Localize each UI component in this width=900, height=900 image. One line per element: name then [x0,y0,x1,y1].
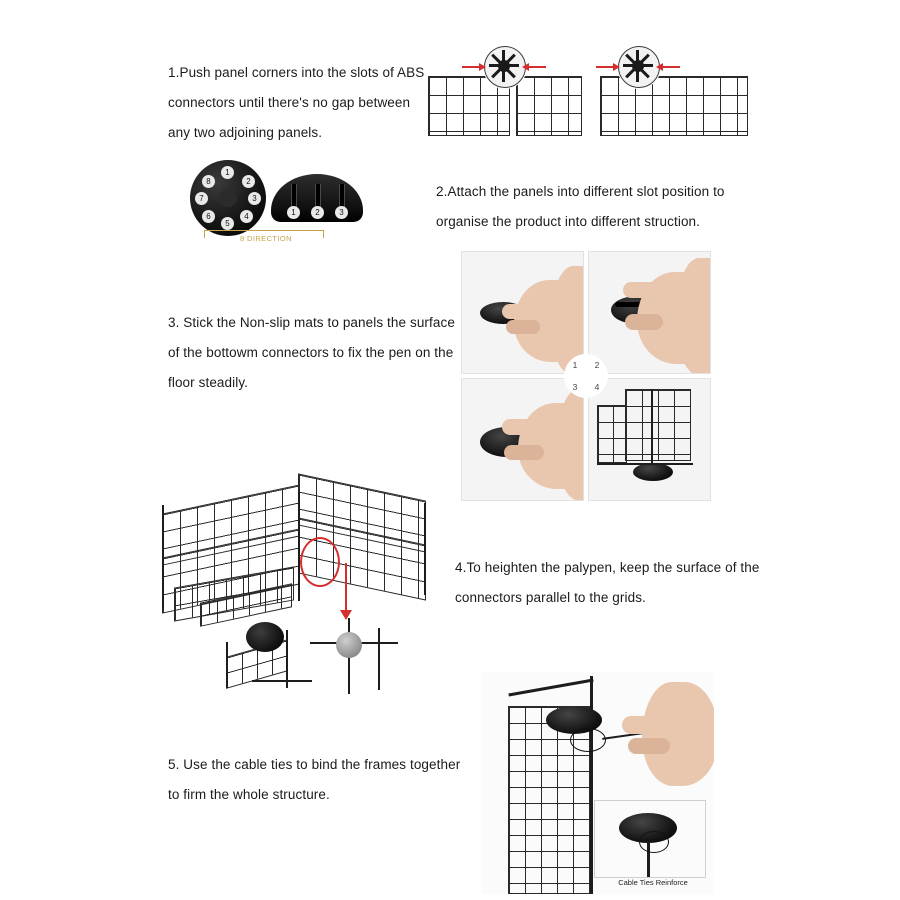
finger-2b [625,314,663,330]
finger-3a [502,419,544,435]
step-4-line-2: connectors parallel to the grids. [455,590,646,605]
cable-tie-photo [482,672,714,894]
step-5-text [168,750,460,810]
gap-arrow-right-a [528,66,546,68]
grid-panel-4b [597,405,627,463]
zoom-highlight-circle [300,537,340,587]
step-1-line-3: any two adjoining panels. [168,125,323,140]
slot-number-2: 2 [242,175,255,188]
collage-number-1: 1 [572,360,578,370]
detail-base-rod [252,680,312,682]
step-3-line-2: of the bottowm connectors to fix the pen on the [168,345,454,360]
collage-number-3: 3 [572,382,578,392]
photo5-top-rod [508,679,593,697]
collage-number-2: 2 [594,360,600,370]
step-3-line-3: floor steadily. [168,375,249,390]
collage-number-4: 4 [594,382,600,392]
step-1-line-1: 1.Push panel corners into the slots of ABS [168,65,425,80]
photo5-finger-b [628,738,670,754]
slot-number-5: 5 [221,217,234,230]
cage-post-2 [298,491,300,601]
detail-rod-right [378,628,380,690]
side-slot-number-3: 3 [335,206,348,219]
base-rod-4 [597,463,693,465]
step-5-line-1: 5. Use the cable ties to bind the frames together [168,757,461,772]
slot-number-1: 1 [221,166,234,179]
cable-tie-caption: Cable Ties Reinforce [618,878,688,887]
cage-post-3 [424,503,426,595]
side-slot-number-2: 2 [311,206,324,219]
slot-number-6: 6 [202,210,215,223]
step-1-line-2: connectors until there's no gap between [168,95,411,110]
step-2-line-1: 2.Attach the panels into different slot position to [436,184,725,199]
finger-1a [502,304,540,319]
inset-cable-tie [639,831,669,853]
step-1-text [168,58,424,148]
grid-panel-b [600,76,748,136]
finger-1b [506,320,540,334]
slot-number-7: 7 [195,192,208,205]
slot-number-4: 4 [240,210,253,223]
step-4-text [455,553,759,613]
photo5-finger-a [622,716,668,734]
step-2-line-2: organise the product into different struction. [436,214,701,229]
photo5-hand [642,682,714,786]
cage-post-1 [162,505,164,609]
connector-side-view [271,174,363,222]
grid-panel-right-a [516,76,582,136]
collage-step-numbers [564,354,608,398]
connector-center [219,189,237,207]
cable-tie-inset [594,800,706,878]
connector-front-disc [190,160,266,236]
zoom-arrow [345,563,347,611]
detail-connector-black [246,622,284,652]
tight-arrow-left-b [596,66,614,68]
detail-connector-grey [336,632,362,658]
detail-post-left [226,642,228,688]
connector-detail-figure [222,618,442,696]
step-3-text [168,308,455,398]
step-4-line-1: 4.To heighten the palypen, keep the surface of the [455,560,760,575]
direction-label: 8 DIRECTION [240,234,292,243]
slot-number-8: 8 [202,175,215,188]
side-slot-number-1: 1 [287,206,300,219]
finger-2a [623,282,663,298]
tight-arrow-right-b [662,66,680,68]
connector-spokes-b [623,50,653,82]
gap-arrow-left-a [462,66,480,68]
grid-panel-4a [625,389,691,461]
step-5-line-2: to firm the whole structure. [168,787,330,802]
slot-number-3: 3 [248,192,261,205]
non-slip-mat-photo-collage [461,251,711,501]
bottom-connector-4 [633,463,673,481]
step-2-text [436,177,725,237]
connector-spokes-a [489,50,519,82]
cable-tie-loop [570,728,606,752]
finger-3b [504,445,544,460]
step-3-line-1: 3. Stick the Non-slip mats to panels the surface [168,315,455,330]
